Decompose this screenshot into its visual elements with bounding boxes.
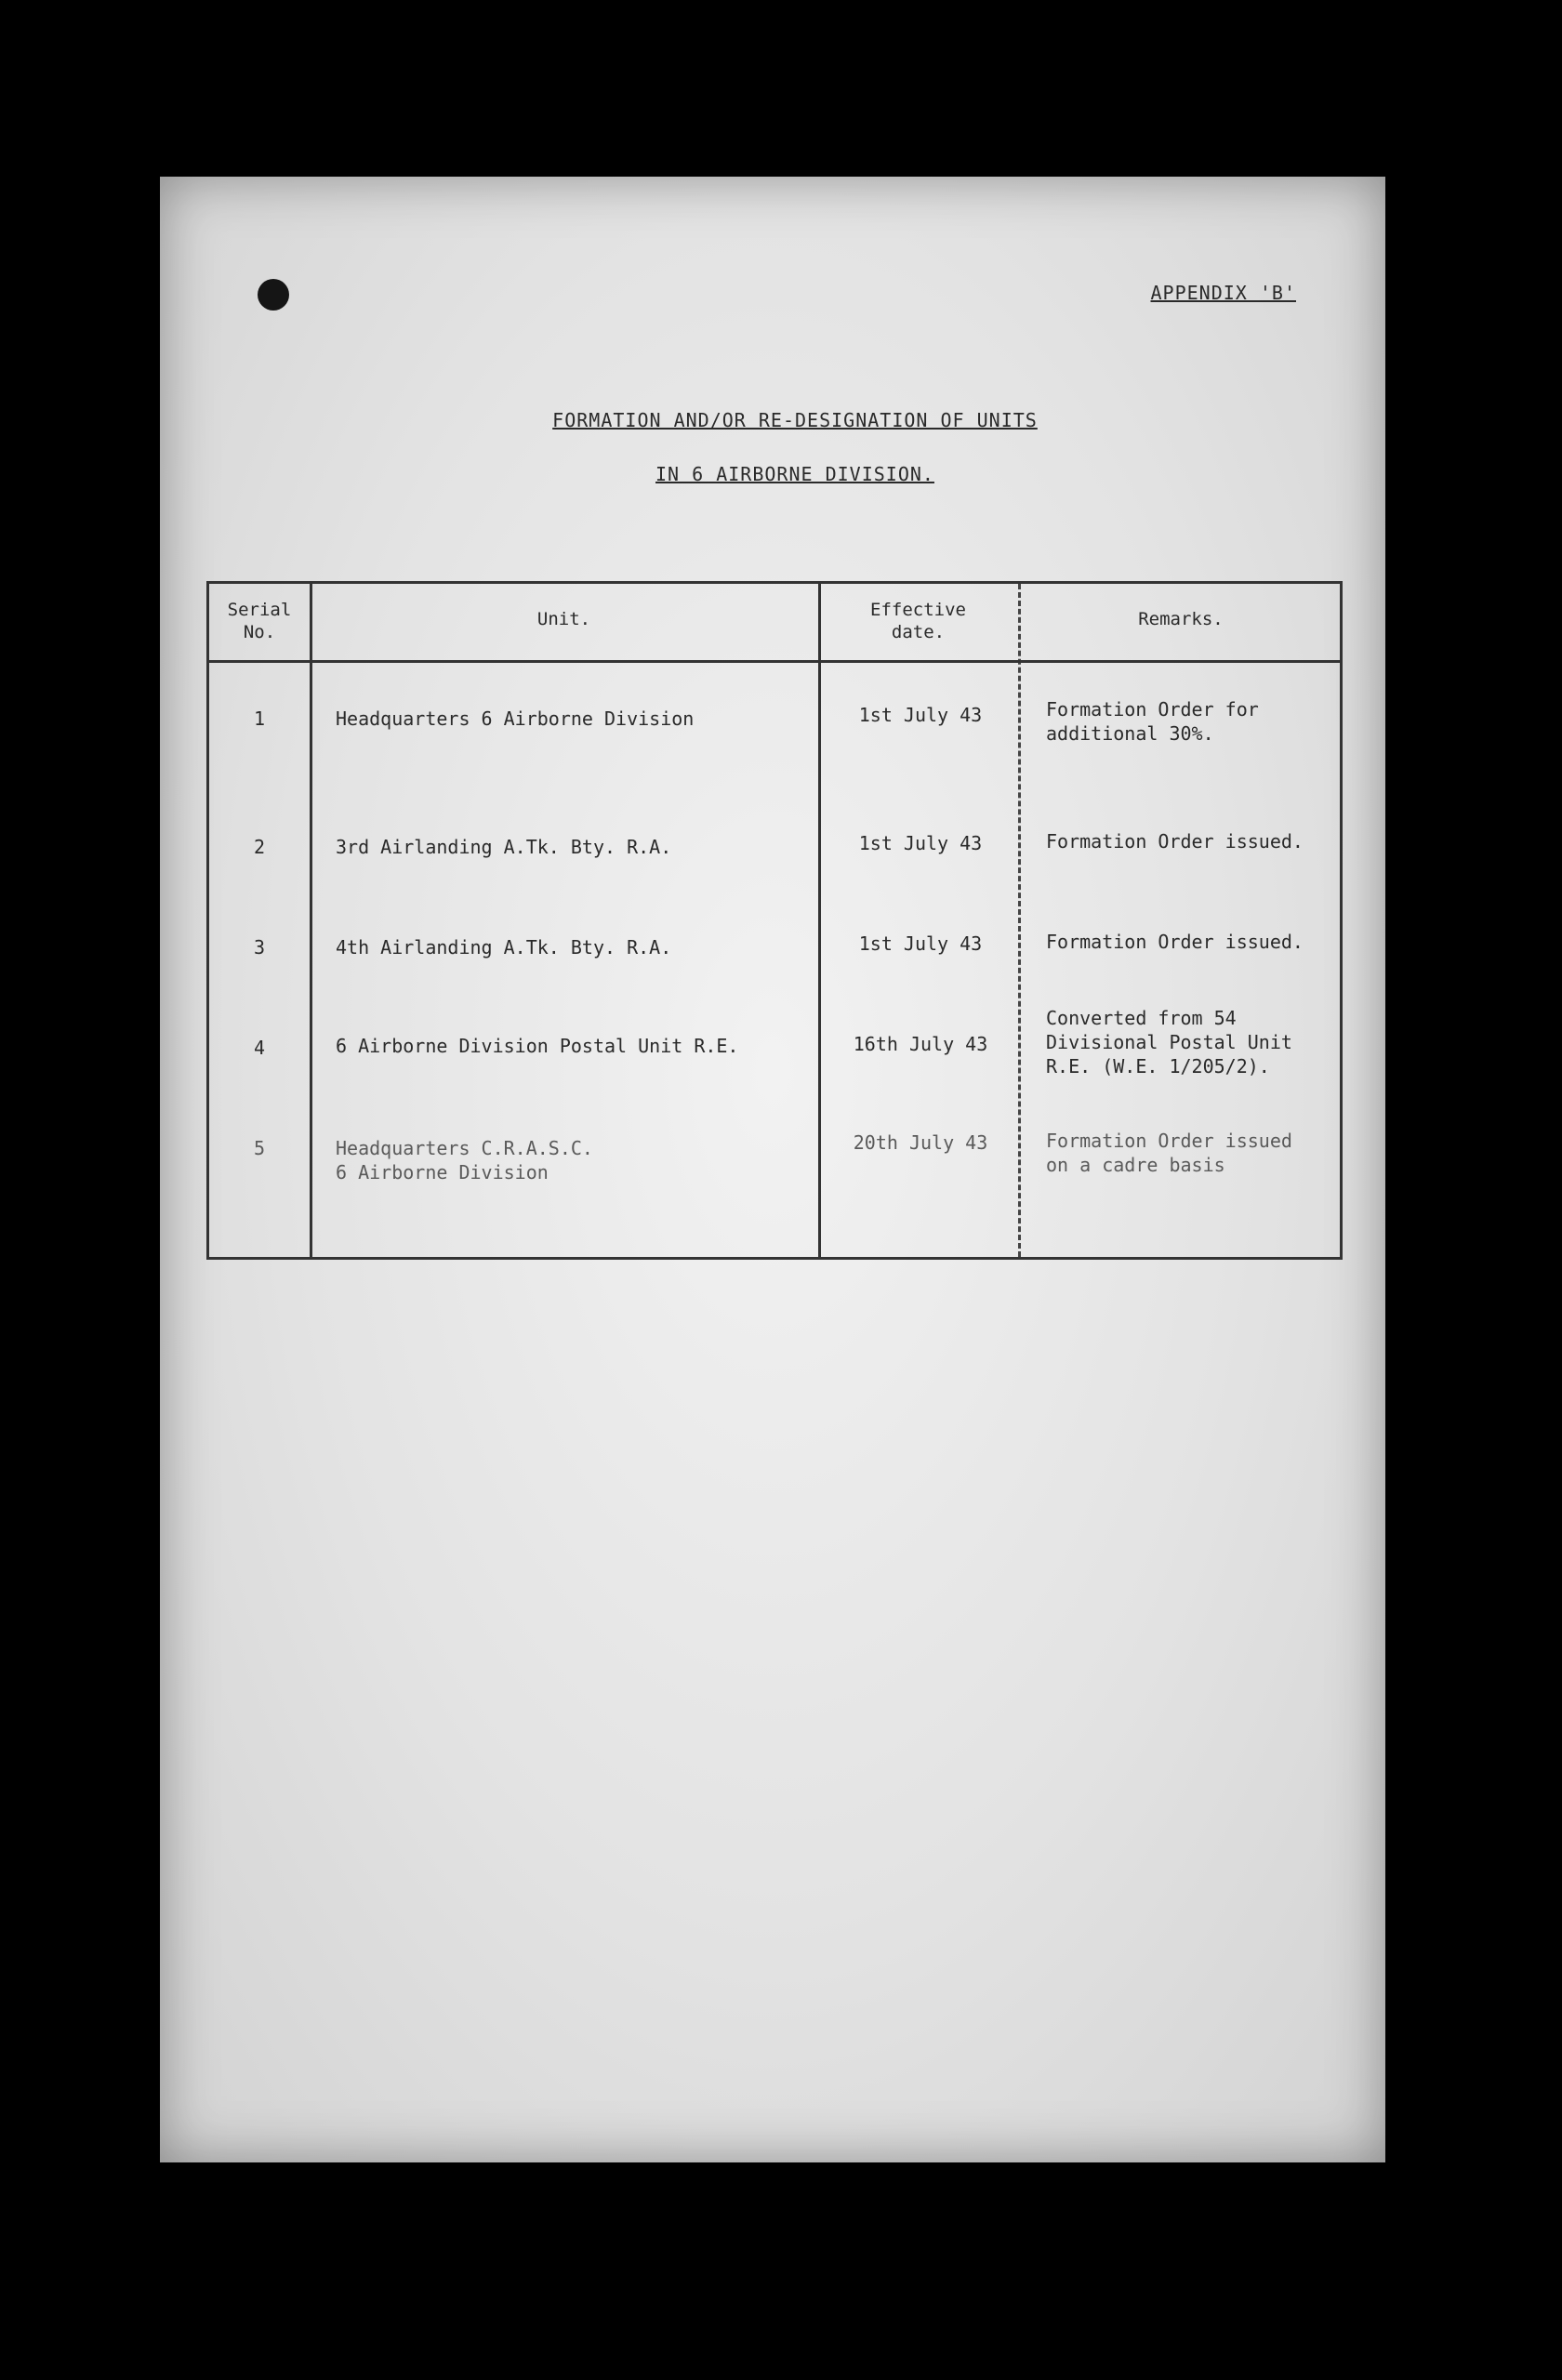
row-4-remarks: Converted from 54 Divisional Postal Unit R.E. (W.E. 1/205/2). [1046, 1007, 1292, 1078]
row-2-unit: 3rd Airlanding A.Tk. Bty. R.A. [336, 836, 672, 858]
column-divider [818, 584, 821, 1257]
row-2-date: 1st July 43 [858, 832, 983, 854]
row-4-unit: 6 Airborne Division Postal Unit R.E. [336, 1035, 739, 1057]
column-divider [1018, 584, 1021, 1257]
document-title-line-1: FORMATION AND/OR RE-DESIGNATION OF UNITS [552, 409, 1038, 431]
document-title-line-2: IN 6 AIRBORNE DIVISION. [655, 463, 934, 485]
header-date: Effective date. [870, 600, 966, 642]
row-3-unit: 4th Airlanding A.Tk. Bty. R.A. [336, 936, 672, 959]
appendix-label: APPENDIX 'B' [1150, 282, 1296, 304]
row-5-unit: Headquarters C.R.A.S.C. 6 Airborne Division [336, 1137, 593, 1183]
units-table [206, 581, 1343, 1260]
row-5-remarks: Formation Order issued on a cadre basis [1046, 1130, 1292, 1176]
row-1-date: 1st July 43 [858, 704, 983, 726]
row-4-serial: 4 [253, 1037, 266, 1059]
row-2-remarks: Formation Order issued. [1046, 830, 1304, 853]
row-1-serial: 1 [253, 707, 266, 730]
row-3-remarks: Formation Order issued. [1046, 931, 1304, 953]
column-divider [310, 584, 312, 1257]
row-1-unit: Headquarters 6 Airborne Division [336, 707, 695, 730]
row-3-serial: 3 [253, 936, 266, 959]
document-page [160, 177, 1385, 2162]
row-3-date: 1st July 43 [858, 932, 983, 955]
header-unit: Unit. [536, 609, 591, 629]
row-4-date: 16th July 43 [853, 1033, 988, 1055]
header-remarks: Remarks. [1138, 609, 1224, 629]
punch-hole [258, 279, 289, 311]
row-2-serial: 2 [253, 836, 266, 858]
header-divider [209, 660, 1340, 663]
row-1-remarks: Formation Order for additional 30%. [1046, 698, 1259, 745]
row-5-serial: 5 [253, 1137, 266, 1159]
row-5-date: 20th July 43 [853, 1131, 988, 1154]
header-serial: Serial No. [227, 600, 292, 642]
